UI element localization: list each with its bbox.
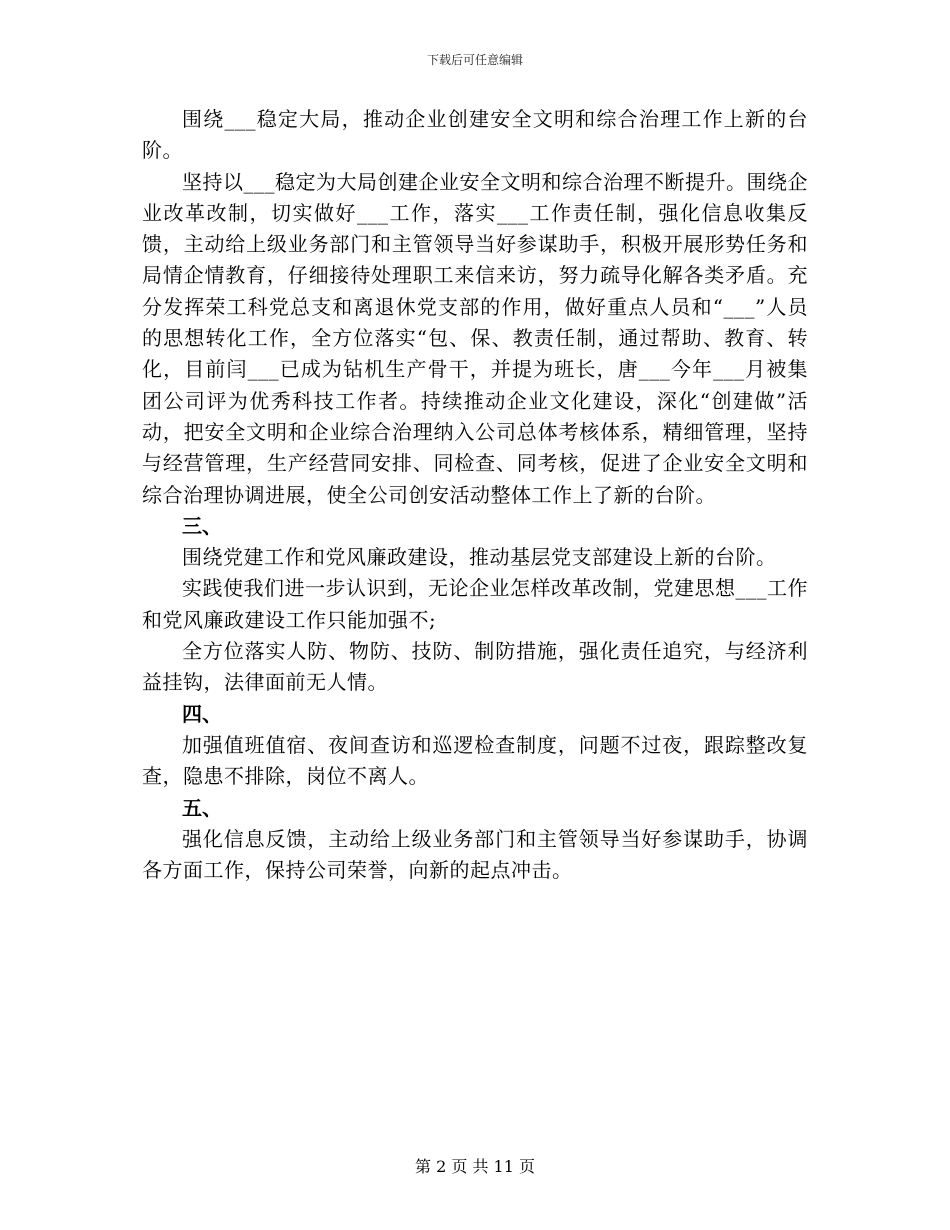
paragraph: 围绕党建工作和党风廉政建设，推动基层党支部建设上新的台阶。	[182, 545, 777, 570]
section-heading: 四、	[182, 701, 222, 726]
paragraph: 强化信息反馈，主动给上级业务部门和主管领导当好参谋助手，协调各方面工作，保持公司荣誉，向新的起点冲击。	[142, 826, 808, 883]
paragraph: 坚持以___稳定为大局创建企业安全文明和综合治理不断提升。围绕企业改革改制，切实做好___工作，落实___工作责任制，强化信息收集反馈，主动给上级业务部门和主管领导当好参谋助手，积极开展形势任务和局情企情教育，仔细接待处理职工来信来访，努力疏导化解各类矛盾。充分发挥荣工科党总支和离退休党支部的作用，做好重点人员和“___”人员的思想转化工作，全方位落实“包、保、教责任制，通过帮助、教育、转化，目前闫___已成为钻机生产骨干，并提为班长，唐___今年___月被集团公司评为优秀科技工作者。持续推动企业文化建设，深化“创建做”活动，把安全文明和企业综合治理纳入公司总体考核体系，精细管理，坚持与经营管理，生产经营同安排、同检查、同考核，促进了企业安全文明和综合治理协调进展，使全公司创安活动整体工作上了新的台阶。	[142, 169, 808, 507]
paragraph: 围绕___稳定大局，推动企业创建安全文明和综合治理工作上新的台阶。	[142, 107, 808, 163]
paragraph: 全方位落实人防、物防、技防、制防措施，强化责任追究，与经济利益挂钩，法律面前无人情。	[142, 639, 808, 695]
section-heading: 五、	[182, 795, 222, 820]
document-body	[142, 104, 808, 886]
paragraph: 加强值班值宿、夜间查访和巡逻检查制度，问题不过夜，跟踪整改复查，隐患不排除，岗位不离人。	[142, 732, 808, 789]
page-header: 下载后可任意编辑	[426, 53, 523, 67]
page-footer: 第 2 页 共 11 页	[415, 1157, 535, 1176]
section-heading: 三、	[182, 513, 222, 538]
paragraph: 实践使我们进一步认识到，无论企业怎样改革改制，党建思想___工作和党风廉政建设工作只能加强不;	[142, 576, 808, 632]
